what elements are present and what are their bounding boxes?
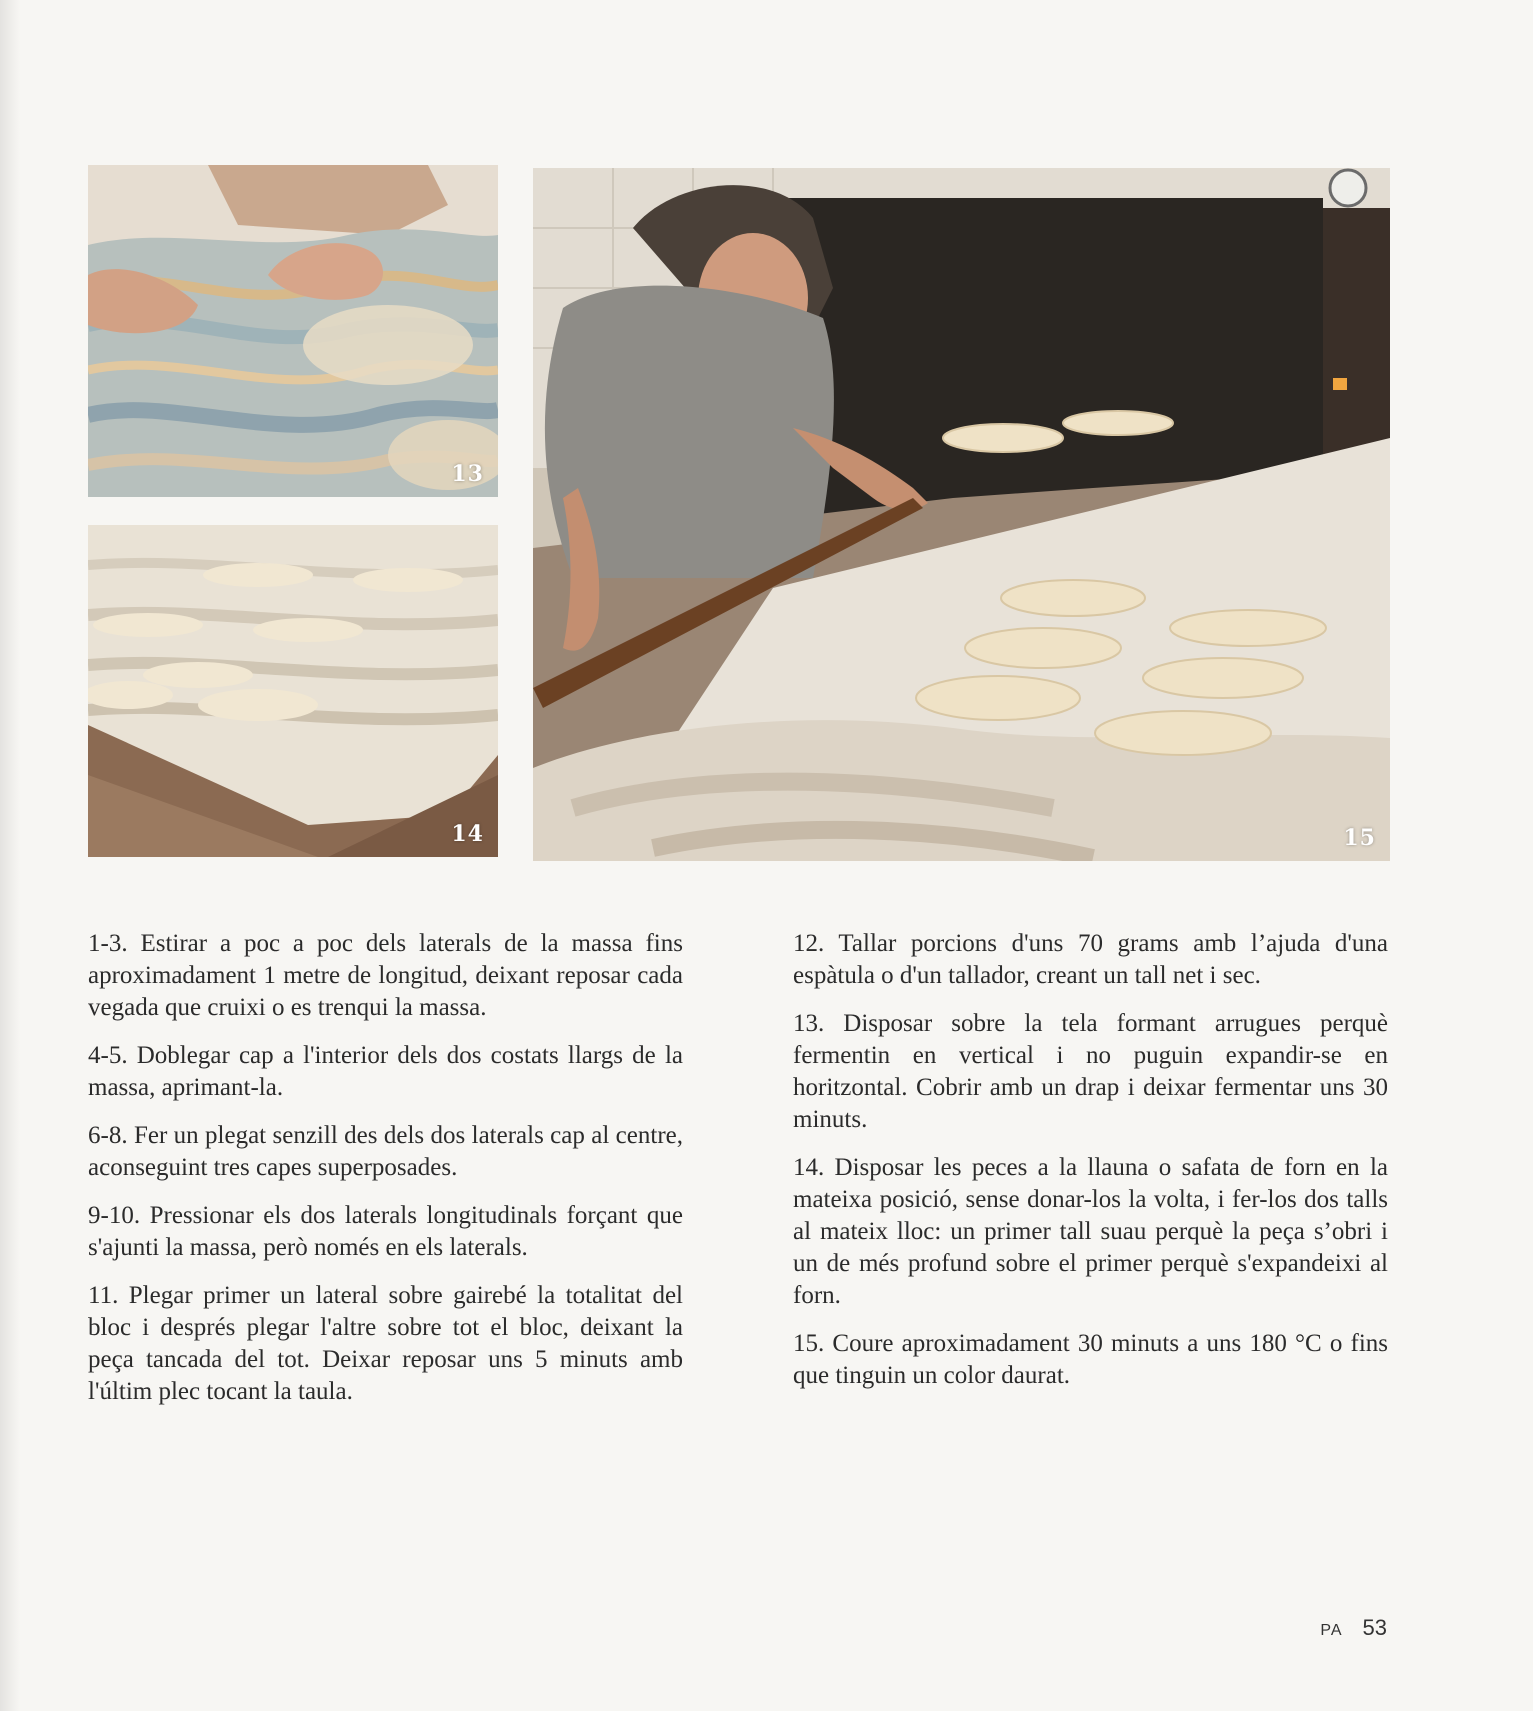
page-number: 53 (1362, 1615, 1387, 1640)
photo-13 (88, 165, 498, 497)
step-14: 14. Disposar les peces a la llauna o safata de forn en la mateixa posició, sense donar-los la volta, i fer-los dos talls al mateix lloc: un primer tall suau perquè la peça s’obri i un de més profund sobre el primer perquè s'expandeixi al forn. (793, 1154, 1388, 1309)
photo-number-15: 15 (1343, 825, 1376, 851)
photo-14-illustration (88, 525, 498, 857)
instructions-right-column (793, 928, 1388, 1408)
photo-number-13: 13 (451, 461, 484, 487)
photo-14 (88, 525, 498, 857)
page-footer (1320, 1615, 1387, 1641)
step-1-3: 1-3. Estirar a poc a poc dels laterals de la massa fins aproximadament 1 metre de longitud, deixant reposar cada vegada que cruixi o es trenqui la massa. (88, 930, 683, 1021)
step-13: 13. Disposar sobre la tela formant arrugues perquè fermentin en vertical i no puguin expandir-se en horitzontal. Cobrir amb un drap i deixar fermentar uns 30 minuts. (793, 1010, 1388, 1133)
section-label: PA (1320, 1622, 1343, 1639)
photo-number-14: 14 (451, 821, 484, 847)
step-15: 15. Coure aproximadament 30 minuts a uns 180 °C o fins que tinguin un color daurat. (793, 1330, 1388, 1389)
step-6-8: 6-8. Fer un plegat senzill des dels dos laterals cap al centre, aconseguint tres capes superposades. (88, 1122, 683, 1181)
photo-13-illustration (88, 165, 498, 497)
step-11: 11. Plegar primer un lateral sobre gairebé la totalitat del bloc i després plegar l'altre sobre tot el bloc, deixant la peça tancada del tot. Deixar reposar uns 5 minuts amb l'últim plec tocant la taula. (88, 1282, 683, 1405)
instructions-left-column (88, 928, 683, 1424)
page-binding-shadow (0, 0, 20, 1711)
photo-15-illustration (533, 168, 1390, 861)
step-12: 12. Tallar porcions d'uns 70 grams amb l’ajuda d'una espàtula o d'un tallador, creant un tall net i sec. (793, 930, 1388, 989)
photo-15 (533, 168, 1390, 861)
step-9-10: 9-10. Pressionar els dos laterals longitudinals forçant que s'ajunti la massa, però només en els laterals. (88, 1202, 683, 1261)
step-4-5: 4-5. Doblegar cap a l'interior dels dos costats llargs de la massa, aprimant-la. (88, 1042, 683, 1101)
